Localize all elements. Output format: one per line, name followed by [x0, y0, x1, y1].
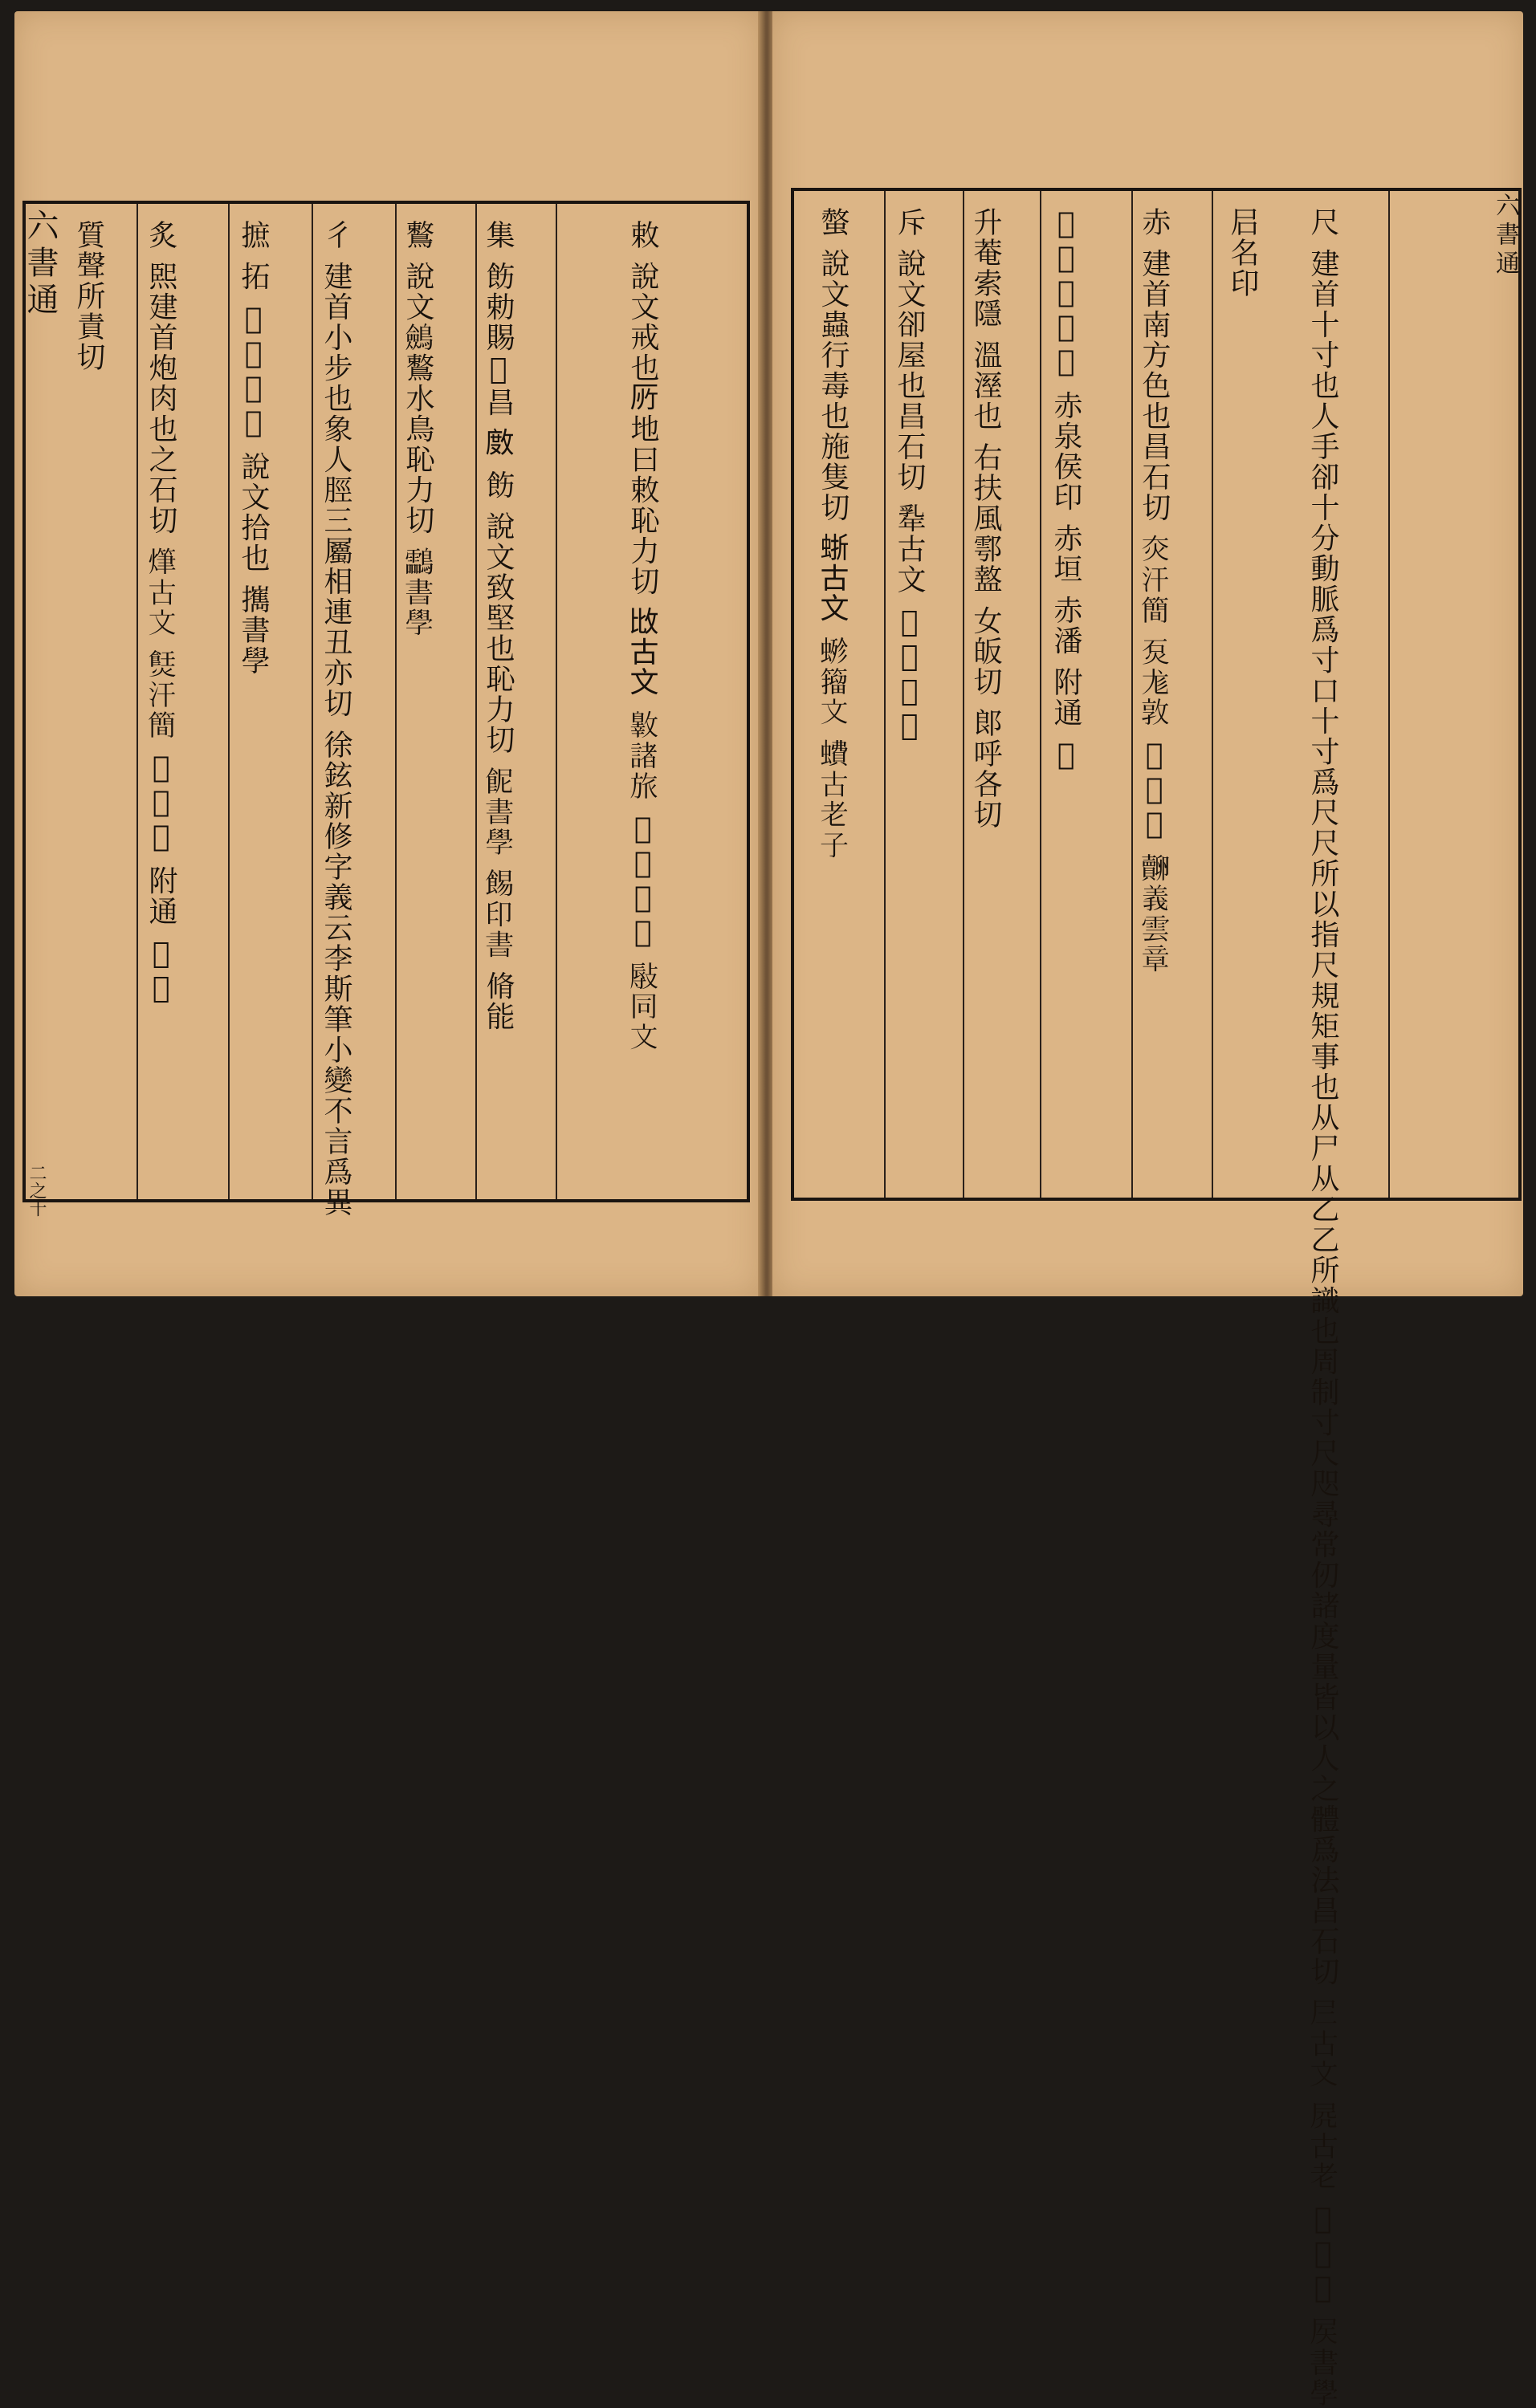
entry-column: 𡰪名印 — [1226, 207, 1259, 299]
column-rule — [228, 204, 230, 1199]
entry-column: 鷘 說文𪇇鷘水鳥恥力切 𪈝書學 — [401, 220, 434, 638]
column-rule — [1388, 191, 1390, 1198]
entry-column: 螫 說文蟲行毒也施隻切 𧋍古文 𧍿籀文 𧑈古老子 — [817, 207, 849, 860]
entry-column: 炙 𤋮建首炮肉也之石切 𤏫古文 𤏼汗簡 𤍴奇字 附通 𥘈石 — [145, 220, 177, 1007]
column-rule — [312, 204, 313, 1199]
entry-column: 斥 說文卻屋也昌石切 𢆡古文 𢆢古尚書 — [893, 207, 926, 744]
column-rule — [1131, 191, 1133, 1198]
left-header-note: 質聲所責切 — [72, 220, 105, 372]
entry-column: 𤆓古文奇字 赤泉侯印 赤垣 赤潘 附通 𣅵 — [1049, 207, 1082, 774]
entry-column: 彳 建首小步也象人脛三屬相連丑亦切 徐鉉新修字義云李斯筆小變不言爲異 — [320, 220, 352, 1218]
column-rule — [963, 191, 964, 1198]
entry-column: 升菴索隱 溫溼也 右扶風鄠盩 女皈切 郞呼各切 — [969, 207, 1002, 830]
margin-title-right: 六書通 — [1491, 193, 1519, 279]
margin-title: 六書通 — [22, 209, 59, 319]
column-rule — [1212, 191, 1213, 1198]
column-rule — [136, 204, 138, 1199]
entry-column: 摭 拓 𢿽之石切 說文拾也 𢹂書學 — [237, 220, 270, 676]
column-rule — [556, 204, 557, 1199]
column-rule — [884, 191, 886, 1198]
folio-number: 二之十 — [26, 1164, 47, 1217]
right-page-frame — [791, 188, 1522, 2408]
entry-column: 尺 建首十寸也人手卻十分動脈爲寸口十寸爲尺尺所以指尺規矩事也从尸从乙乙所識也周制寸尺咫尋常仞諸度量皆以人之體爲法昌石切 𡰥古文 𡱂古老 𡰵楊桓 𡱁書學 — [1306, 207, 1339, 2408]
left-page-frame — [22, 201, 750, 1218]
entry-column: 集 飭勅賜𣀌昌 𢾅 飭 說文致堅也恥力切 𩚯書學 𩛿印書 脩能 — [482, 220, 515, 1032]
entry-column: 赤 建首南方色也昌石切 𤆍汗簡 𤇈尨敦 𤉱寅簋 𧸷義雲章 — [1138, 207, 1171, 975]
column-rule — [395, 204, 397, 1199]
entry-column: 敕 說文戒也𠩄地曰敕恥力切 𢻹古文 𣀐諸旅 𢼂碑雲臺 𢾯同文 — [626, 220, 659, 1053]
column-rule — [475, 204, 477, 1199]
column-rule — [1040, 191, 1041, 1198]
